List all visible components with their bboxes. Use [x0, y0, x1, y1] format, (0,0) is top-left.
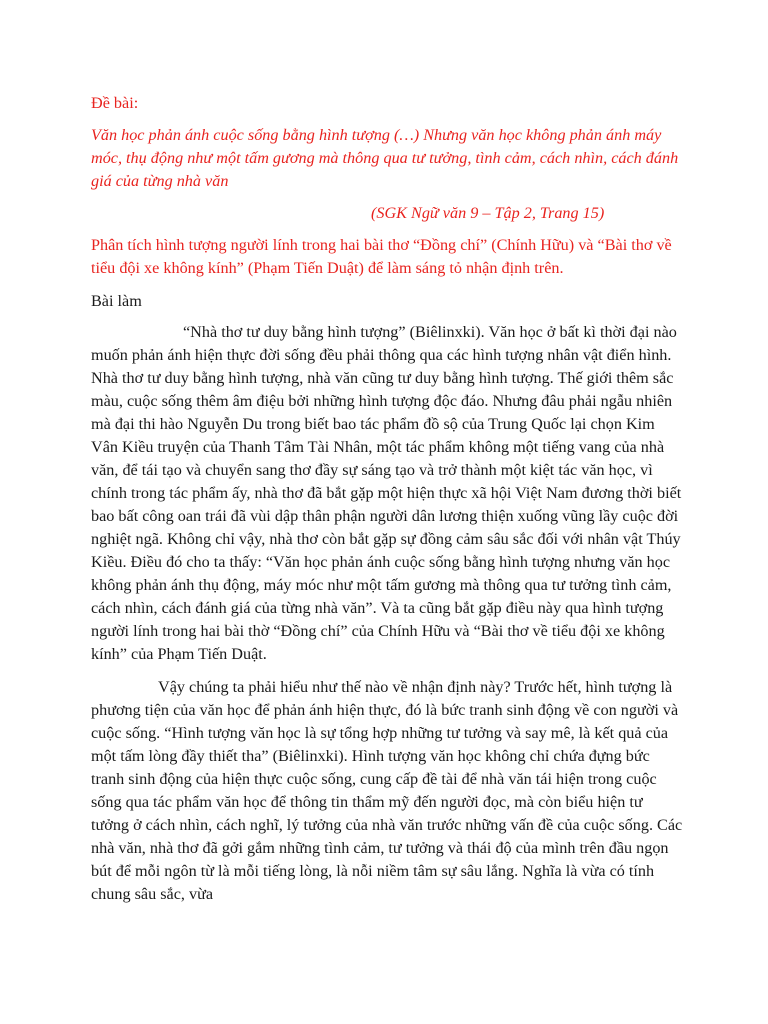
essay-paragraph-2: Vậy chúng ta phải hiểu như thế nào về nhận định này? Trước hết, hình tượng là phương tiện của văn học để phản ánh hiện thực, đó là bức tranh sinh động về con người và cuộc sống. “Hình tượng văn học là sự tổng hợp những tư tưởng và say mê, là kết quả của một tấm lòng đầy thiết tha” (Biêlinxki). Hình tượng văn học không chỉ chứa đựng bức tranh sinh động của hiện thực cuộc sống, cung cấp đề tài để nhà văn tái hiện trong cuộc sống qua tác phẩm văn học để thông tin thẩm mỹ đến người đọc, mà còn biểu hiện tư tưởng ở cách nhìn, cách nghĩ, lý tưởng của nhà văn trước những vấn đề của cuộc sống. Các nhà văn, nhà thơ đã gởi gắm những tình cảm, tư tưởng và thái độ của mình trên đầu ngọn bút để mỗi ngôn từ là mỗi tiếng lòng, là nỗi niềm tâm sự sâu lắng. Nghĩa là vừa có tính chung sâu sắc, vừa [91, 678, 683, 903]
answer-label: Bài làm [91, 292, 142, 310]
assignment-task: Phân tích hình tượng người lính trong hai bài thơ “Đồng chí” (Chính Hữu) và “Bài thơ về tiểu đội xe không kính” (Phạm Tiến Duật) để làm sáng tỏ nhận định trên. [91, 236, 672, 277]
document-page [91, 92, 683, 916]
quote-source: (SGK Ngữ văn 9 – Tập 2, Trang 15) [371, 204, 605, 222]
assignment-heading: Đề bài: [91, 94, 139, 112]
prompt-quote: Văn học phản ánh cuộc sống bằng hình tượng (…) Nhưng văn học không phản ánh máy móc, thụ động như một tấm gương mà thông qua tư tưởng, tình cảm, cách nhìn, cách đánh giá của từng nhà văn [91, 126, 679, 190]
essay-paragraph-1: “Nhà thơ tư duy bằng hình tượng” (Biêlinxki). Văn học ở bất kì thời đại nào muốn phản ánh hiện thực đời sống đều phải thông qua các hình tượng nhân vật điển hình. Nhà thơ tư duy bằng hình tượng, nhà văn cũng tư duy bằng hình tượng. Thế giới thêm sắc màu, cuộc sống thêm âm điệu bởi những hình tượng độc đáo. Nhưng đâu phải ngẫu nhiên mà đại thi hào Nguyễn Du trong biết bao tác phẩm đồ sộ của Trung Quốc lại chọn Kim Vân Kiều truyện của Thanh Tâm Tài Nhân, một tác phẩm không một tiếng vang của nhà văn, để tái tạo và chuyển sang thơ đầy sự sáng tạo và trở thành một kiệt tác văn học, vì chính trong tác phẩm ấy, nhà thơ đã bắt gặp một hiện thực xã hội Việt Nam đương thời biết bao bất công oan trái đã vùi dập thân phận người dân lương thiện xuống vũng lầy cuộc đời nghiệt ngã. Không chỉ vậy, nhà thơ còn bắt gặp sự đồng cảm sâu sắc đối với nhân vật Thúy Kiều. Điều đó cho ta thấy: “Văn học phản ánh cuộc sống bằng hình tượng nhưng văn học không phản ánh thụ động, máy móc như một tấm gương mà thông qua tư tưởng tình cảm, cách nhìn, cách đánh giá của từng nhà văn”. Và ta cũng bắt gặp điều này qua hình tượng người lính trong hai bài thờ “Đồng chí” của Chính Hữu và “Bài thơ về tiểu đội xe không kính” của Phạm Tiến Duật. [91, 323, 682, 663]
